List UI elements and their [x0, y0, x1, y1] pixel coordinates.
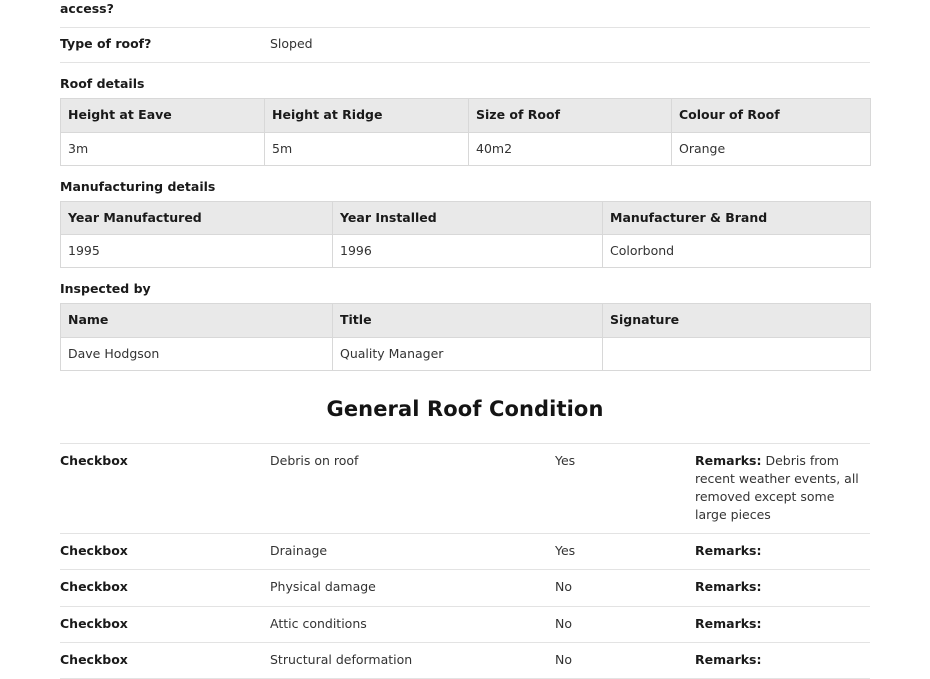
table-header-row — [61, 304, 871, 337]
condition-answer: Yes — [555, 543, 576, 559]
list-item — [60, 444, 870, 535]
remarks-label: Remarks: — [695, 579, 762, 595]
general-roof-condition-heading: General Roof Condition — [326, 396, 604, 421]
remarks-label: Remarks: — [695, 543, 762, 559]
table-cell: Colorbond — [603, 235, 871, 268]
condition-item-label: Physical damage — [270, 579, 376, 595]
condition-remarks — [695, 542, 870, 560]
general-roof-condition-list — [60, 443, 870, 679]
column-header: Manufacturer & Brand — [603, 201, 871, 234]
question-row-type-of-roof — [60, 28, 870, 63]
remarks-label: Remarks: — [695, 651, 762, 667]
section-title-roof-details: Roof details — [60, 76, 145, 92]
column-header: Year Installed — [333, 201, 603, 234]
section-title-inspected-by: Inspected by — [60, 281, 151, 297]
condition-item-label: Drainage — [270, 543, 328, 559]
column-header: Height at Eave — [61, 99, 265, 132]
table-row — [61, 337, 871, 370]
remarks-text: Debris from recent weather events, all removed except some large pieces — [695, 452, 859, 523]
list-item — [60, 570, 870, 606]
roof-details-table — [60, 98, 871, 166]
condition-remarks — [695, 615, 870, 633]
table-cell: 1995 — [61, 235, 333, 268]
table-cell: 1996 — [333, 235, 603, 268]
table-cell: 5m — [265, 132, 469, 165]
remarks-label: Remarks: — [695, 452, 762, 468]
question-value: Sloped — [270, 36, 313, 52]
condition-answer: Yes — [555, 452, 576, 468]
column-header: Name — [61, 304, 333, 337]
condition-item-label: Attic conditions — [270, 615, 367, 631]
inspected-by-table — [60, 303, 871, 371]
column-header: Colour of Roof — [672, 99, 871, 132]
condition-answer: No — [555, 615, 572, 631]
list-item — [60, 607, 870, 643]
question-row-access — [60, 0, 870, 28]
checkbox-type-label: Checkbox — [60, 615, 128, 631]
column-header: Size of Roof — [469, 99, 672, 132]
manufacturing-details-table — [60, 201, 871, 269]
condition-answer: No — [555, 651, 572, 667]
condition-answer: No — [555, 579, 572, 595]
table-header-row — [61, 201, 871, 234]
condition-remarks — [695, 651, 870, 669]
condition-remarks — [695, 452, 870, 525]
list-item — [60, 534, 870, 570]
table-cell: Dave Hodgson — [61, 337, 333, 370]
column-header: Title — [333, 304, 603, 337]
checkbox-type-label: Checkbox — [60, 651, 128, 667]
table-header-row — [61, 99, 871, 132]
condition-remarks — [695, 578, 870, 596]
table-row — [61, 235, 871, 268]
table-cell: 40m2 — [469, 132, 672, 165]
question-label: Type of roof? — [60, 36, 152, 52]
checkbox-type-label: Checkbox — [60, 452, 128, 468]
condition-item-label: Debris on roof — [270, 452, 359, 468]
column-header: Height at Ridge — [265, 99, 469, 132]
question-label: access? — [60, 1, 114, 16]
table-row — [61, 132, 871, 165]
signature-cell — [603, 337, 871, 370]
column-header: Signature — [603, 304, 871, 337]
remarks-label: Remarks: — [695, 615, 762, 631]
table-cell: Quality Manager — [333, 337, 603, 370]
section-title-manufacturing-details: Manufacturing details — [60, 178, 216, 194]
condition-item-label: Structural deformation — [270, 651, 413, 667]
column-header: Year Manufactured — [61, 201, 333, 234]
list-item — [60, 643, 870, 679]
table-cell: 3m — [61, 132, 265, 165]
checkbox-type-label: Checkbox — [60, 543, 128, 559]
table-cell: Orange — [672, 132, 871, 165]
checkbox-type-label: Checkbox — [60, 579, 128, 595]
